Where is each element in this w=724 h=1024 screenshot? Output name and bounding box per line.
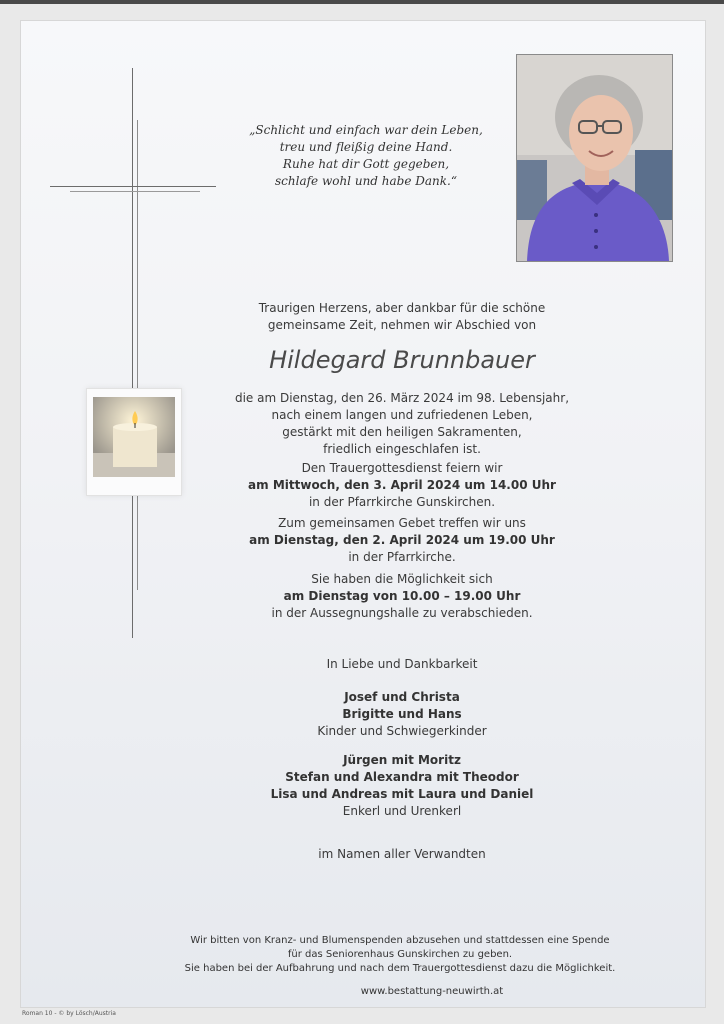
top-border <box>0 0 724 4</box>
quote-line: „Schlicht und einfach war dein Leben, <box>249 123 483 137</box>
farewell-time: am Dienstag von 10.00 – 19.00 Uhr <box>283 589 521 603</box>
farewell-location: in der Aussegnungshalle zu verabschieden. <box>271 606 533 620</box>
deceased-name: Hildegard Brunnbauer <box>269 346 535 374</box>
service-date: am Mittwoch, den 3. April 2024 um 14.00 Uhr <box>248 478 556 492</box>
family-name: Brigitte und Hans <box>342 707 462 721</box>
notice-line: gestärkt mit den heiligen Sakramenten, <box>282 425 522 439</box>
relatives-line: im Namen aller Verwandten <box>318 847 486 861</box>
prayer-meeting <box>220 515 584 566</box>
service-location: in der Pfarrkirche Gunskirchen. <box>308 495 496 509</box>
notice-line: friedlich eingeschlafen ist. <box>323 442 481 456</box>
print-credit: Roman 10 - © by Lösch/Austria <box>22 1010 116 1017</box>
death-notice <box>220 390 584 458</box>
prayer-line: Zum gemeinsamen Gebet treffen wir uns <box>278 516 526 530</box>
family-name: Stefan und Alexandra mit Theodor <box>285 770 519 784</box>
intro-text <box>220 300 584 334</box>
closing-line: In Liebe und Dankbarkeit <box>326 657 478 671</box>
family-label: Enkerl und Urenkerl <box>342 804 462 818</box>
footer-line: Sie haben bei der Aufbahrung und nach dem Trauergottesdienst dazu die Möglichkeit. <box>184 963 616 974</box>
family-name: Josef und Christa <box>344 690 460 704</box>
farewell-viewing <box>220 571 584 622</box>
family-name: Jürgen mit Moritz <box>343 753 461 767</box>
candle-icon <box>93 397 175 477</box>
notice-line: nach einem langen und zufriedenen Leben, <box>271 408 533 422</box>
children-group <box>220 689 584 740</box>
farewell-line: Sie haben die Möglichkeit sich <box>311 572 493 586</box>
quote-line: treu und fleißig deine Hand. <box>279 140 453 154</box>
family-label: Kinder und Schwiegerkinder <box>317 724 487 738</box>
candle-card <box>86 388 182 496</box>
intro-line: gemeinsame Zeit, nehmen wir Abschied von <box>267 318 537 332</box>
quote-line: schlafe wohl und habe Dank.“ <box>275 174 457 188</box>
notice-line: die am Dienstag, den 26. März 2024 im 98. Lebensjahr, <box>234 391 570 405</box>
footer-line: Wir bitten von Kranz- und Blumenspenden abzusehen und stattdessen eine Spende <box>190 935 610 946</box>
portrait-photo <box>516 54 673 262</box>
family-name: Lisa und Andreas mit Laura und Daniel <box>270 787 534 801</box>
memorial-quote <box>238 122 494 190</box>
footer-line: für das Seniorenhaus Gunskirchen zu geben. <box>287 949 513 960</box>
website-link[interactable]: www.bestattung-neuwirth.at <box>360 986 504 997</box>
donation-note <box>120 934 680 976</box>
prayer-location: in der Pfarrkirche. <box>348 550 456 564</box>
funeral-service <box>220 460 584 511</box>
prayer-date: am Dienstag, den 2. April 2024 um 19.00 Uhr <box>249 533 555 547</box>
grandchildren-group <box>220 752 584 820</box>
service-line: Den Trauergottesdienst feiern wir <box>301 461 503 475</box>
quote-line: Ruhe hat dir Gott gegeben, <box>282 157 450 171</box>
intro-line: Traurigen Herzens, aber dankbar für die schöne <box>258 301 546 315</box>
